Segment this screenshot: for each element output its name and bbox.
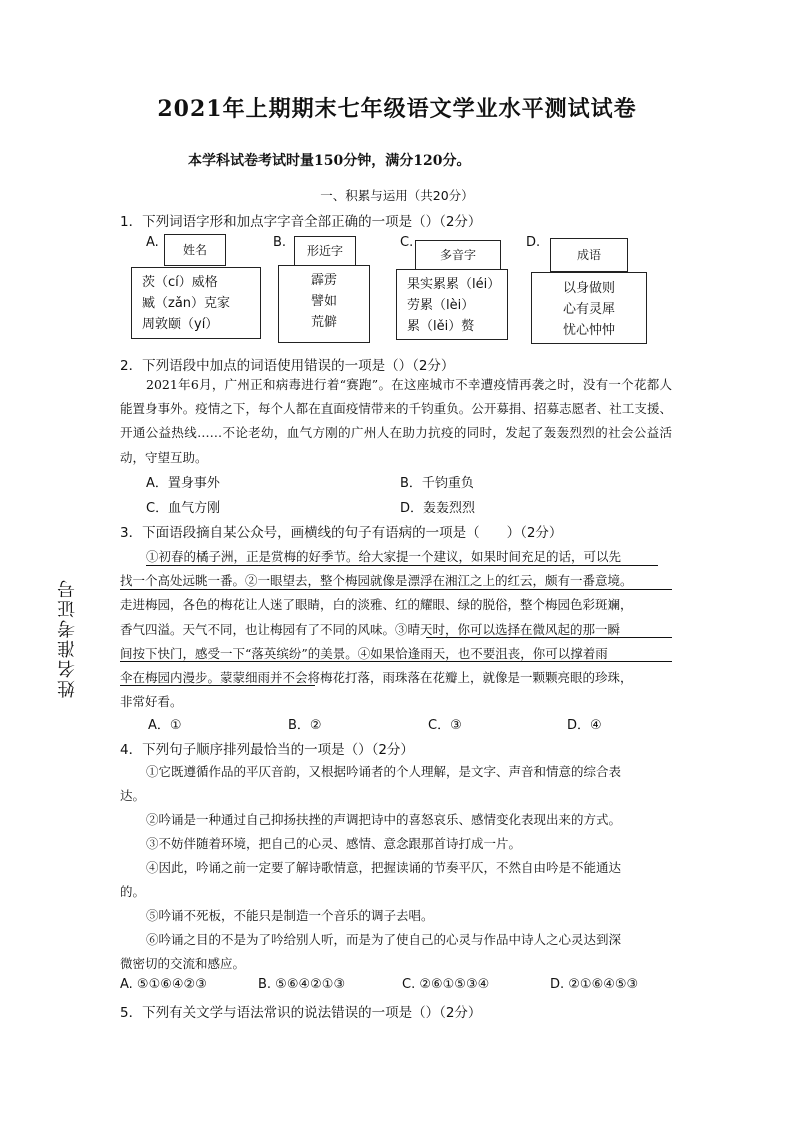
question-2-passage: 2021年6月，广州正和病毒进行着“赛跑”。在这座城市不幸遭疫情再袭之时，没有一个花都人能置身事外。疫情之下，每个人都在直面疫情带来的千钧重负。公开募捐、招募志愿者、社工支援、开通公益热线……不论老幼，血气方刚的广州人在助力抗疫的同时，发起了轰轰烈烈的社会公益活动，守望互助。 [120, 377, 672, 465]
question-4-option-a: A. ⑤①⑥④②③ [120, 977, 207, 992]
box-b-letter: B. [273, 235, 287, 250]
sentence-line: ⑥吟诵之目的不是为了吟给别人听，而是为了使自己的心灵与作品中诗人之心灵达到深 [146, 932, 622, 947]
question-3-option-a: A．① [148, 718, 182, 733]
sentence-line: ④因此，吟诵之前一定要了解诗歌情意，把握读诵的节奏平仄，不然自由吟是不能通达 [146, 860, 622, 875]
question-1-stem: 1．下列词语字形和加点字字音全部正确的一项是（）（2分） [120, 214, 482, 230]
side-label-name-id: 姓名准考证号 [57, 578, 78, 698]
box-c-line: 劳累（lèi） [407, 298, 475, 313]
box-b-line: 霹雳 [310, 273, 337, 288]
box-c-head: 多音字 [415, 240, 501, 270]
box-b-line: 荒僻 [310, 315, 337, 330]
underline-rule [146, 565, 658, 566]
underline-rule [120, 661, 672, 662]
box-a-line: 臧（zǎn）克家 [142, 296, 231, 311]
question-4-option-c: C. ②⑥①⑤③④ [402, 977, 490, 992]
box-a-head: 姓名 [164, 234, 226, 266]
box-a-body [131, 267, 261, 339]
box-d-letter: D. [526, 235, 541, 250]
box-b-line: 譬如 [310, 294, 337, 309]
box-c-letter: C. [400, 235, 414, 250]
box-a-line: 茨（cí）威格 [142, 275, 218, 290]
section-heading: 一、积累与运用（共20分） [320, 188, 474, 203]
underline-rule [120, 589, 672, 590]
underline-rule [426, 637, 672, 638]
passage-line: ①初春的橘子洲，正是赏梅的好季节。给大家提一个建议，如果时间充足的话，可以先 [146, 549, 622, 564]
question-3-option-c: C．③ [428, 718, 462, 733]
question-2-option-b: B．千钧重负 [400, 476, 474, 491]
question-3-option-d: D．④ [567, 718, 602, 733]
sentence-line: 的。 [120, 884, 146, 899]
sentence-line: ②吟诵是一种通过自己抑扬扶挫的声调把诗中的喜怒哀乐、感情变化表现出来的方式。 [146, 812, 622, 827]
exam-title: 2021年上期期末七年级语文学业水平测试试卷 [157, 96, 637, 122]
question-2-stem: 2．下列语段中加点的词语使用错误的一项是（）（2分） [120, 358, 455, 374]
box-d-head: 成语 [550, 238, 628, 272]
sentence-line: 微密切的交流和感应。 [120, 956, 246, 971]
question-2-option-c: C．血气方刚 [146, 501, 221, 516]
passage-line: 间按下快门，感受一下“落英缤纷”的美景。④如果恰逢雨天，也不要沮丧，你可以撑着雨 [120, 645, 608, 661]
box-d-body [531, 272, 647, 344]
box-c-line: 果实累累（léi） [407, 277, 501, 292]
underline-rule [120, 685, 315, 686]
question-3-stem: 3．下面语段摘自某公众号，画横线的句子有语病的一项是（ ）（2分） [120, 525, 563, 541]
exam-subtitle: 本学科试卷考试时量150分钟，满分120分。 [188, 153, 471, 169]
sentence-line: 达。 [120, 788, 146, 803]
passage-line: 找一个高处远眺一番。②一眼望去，整个梅园就像是漂浮在湘江之上的红云，颇有一番意境。 [120, 573, 633, 589]
question-5-stem: 5．下列有关文学与语法常识的说法错误的一项是（）（2分） [120, 1005, 482, 1021]
question-4-option-d: D. ②①⑥④⑤③ [550, 977, 639, 992]
box-b-head: 形近字 [294, 236, 356, 266]
passage-line: 走进梅园，各色的梅花让人迷了眼睛，白的淡雅、红的耀眼、绿的脱俗，整个梅园色彩斑斓， [120, 597, 633, 613]
passage-line: 非常好看。 [120, 694, 183, 710]
box-a-line: 周敦颐（yí） [142, 317, 219, 332]
question-3-option-b: B．② [288, 718, 322, 733]
sentence-line: ⑤吟诵不死板，不能只是制造一个音乐的调子去唱。 [146, 908, 434, 923]
box-c-line: 累（lěi）赘 [407, 319, 475, 334]
box-d-line: 以身做则 [562, 281, 615, 296]
question-4-stem: 4．下列句子顺序排列最恰当的一项是（）（2分） [120, 742, 414, 758]
question-4-sentences [120, 760, 672, 976]
question-2-option-d: D．轰轰烈烈 [400, 501, 476, 516]
box-a-letter: A. [146, 235, 159, 250]
question-2-option-a: A．置身事外 [146, 476, 220, 491]
box-b-body [278, 265, 370, 343]
sentence-line: ①它既遵循作品的平仄音韵，又根据吟诵者的个人理解，是文字、声音和情意的综合表 [146, 764, 622, 779]
question-4-option-b: B. ⑤⑥④②①③ [258, 977, 346, 992]
question-3-passage [120, 545, 672, 714]
box-d-line: 忧心忡忡 [562, 323, 615, 338]
passage-line: 伞在梅园内漫步。蒙蒙细雨并不会将梅花打落，雨珠落在花瓣上，就像是一颗颗亮眼的珍珠， [120, 670, 633, 686]
box-c-body [396, 269, 508, 340]
box-d-line: 心有灵犀 [562, 302, 615, 317]
sentence-line: ③不妨伴随着环境，把自己的心灵、感情、意念跟那首诗打成一片。 [146, 836, 522, 851]
passage-line: 香气四溢。天气不同，也让梅园有了不同的风味。③晴天时，你可以选择在微风起的那一瞬 [120, 621, 621, 637]
